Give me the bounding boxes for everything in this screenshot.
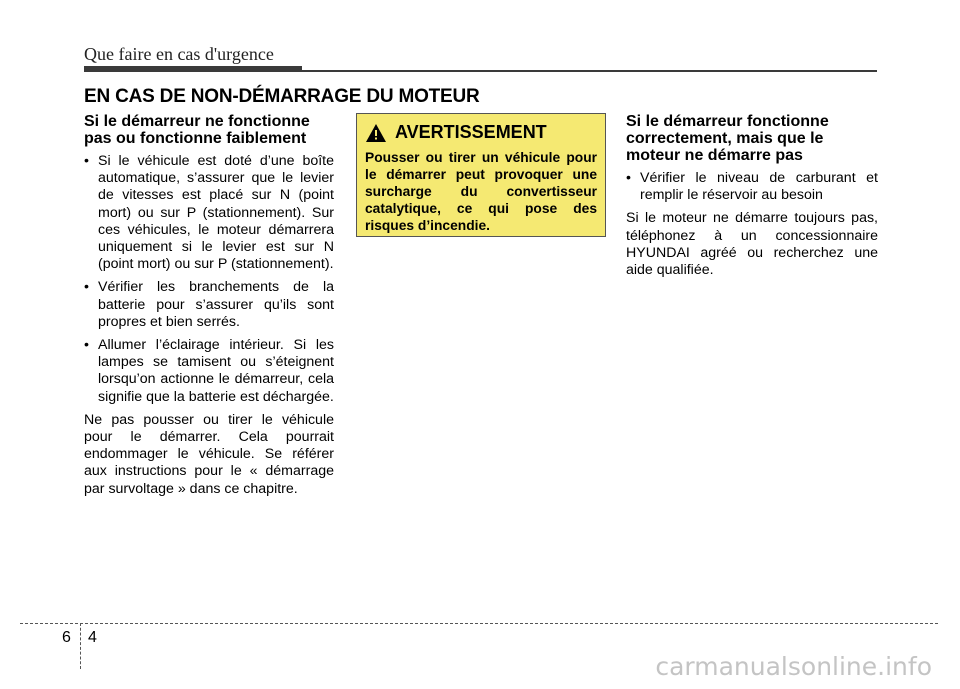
footer-divider bbox=[20, 623, 938, 624]
warning-box bbox=[356, 113, 606, 237]
warning-header bbox=[365, 122, 597, 143]
right-heading: Si le démarreur fonctionne correctement, mais que le moteur ne démarre pas bbox=[626, 113, 829, 164]
chapter-number: 6 bbox=[62, 629, 71, 646]
left-paragraph: Ne pas pousser ou tirer le véhicule pour le démarrer. Cela pourrait endommager le véhicule. Se référer aux instructions pour le « démarrage par survoltage » dans ce chapitre. bbox=[84, 411, 334, 497]
header-bar-thin bbox=[302, 70, 877, 72]
list-item: • Allumer l’éclairage intérieur. Si les lampes se tamisent ou s’éteignent lorsqu’on actionne le démarreur, cela signifie que la batterie est déchargée. bbox=[84, 337, 334, 406]
footer-vertical-divider bbox=[80, 623, 81, 669]
list-item: • Vérifier les branchements de la batterie pour s’assurer qu’ils sont propres et bien serrés. bbox=[84, 279, 334, 331]
warning-title: AVERTISSEMENT bbox=[395, 122, 547, 142]
warning-triangle-icon bbox=[365, 123, 387, 143]
page-number: 4 bbox=[88, 629, 97, 646]
list-item: • Si le véhicule est doté d’une boîte automatique, s’assurer que le levier de vitesses est placé sur N (point mort) ou sur P (stationnement). Sur ces véhicules, le moteur démarrera uniquement si le levier est sur N (point mort) ou sur P (stationnement). bbox=[84, 153, 334, 273]
right-paragraph: Si le moteur ne démarre toujours pas, téléphonez à un concessionnaire HYUNDAI agréé ou recherchez une aide qualifiée. bbox=[626, 210, 878, 279]
list-item: • Vérifier le niveau de carburant et remplir le réservoir au besoin bbox=[626, 170, 878, 204]
header-title: Que faire en cas d'urgence bbox=[84, 44, 274, 64]
warning-text: Pousser ou tirer un véhicule pour le démarrer peut provoquer une surcharge du convertisseur catalytique, ce qui pose des risques d’incendie. bbox=[365, 150, 597, 233]
header-bar-thick bbox=[84, 66, 302, 72]
watermark: carmanualsonline.info bbox=[655, 652, 932, 681]
left-column bbox=[84, 113, 334, 498]
section-title: EN CAS DE NON-DÉMARRAGE DU MOTEUR bbox=[84, 86, 480, 107]
right-column bbox=[626, 113, 878, 279]
right-bullet-list bbox=[626, 170, 878, 204]
left-heading: Si le démarreur ne fonctionne pas ou fonctionne faiblement bbox=[84, 113, 310, 147]
left-bullet-list bbox=[84, 153, 334, 406]
